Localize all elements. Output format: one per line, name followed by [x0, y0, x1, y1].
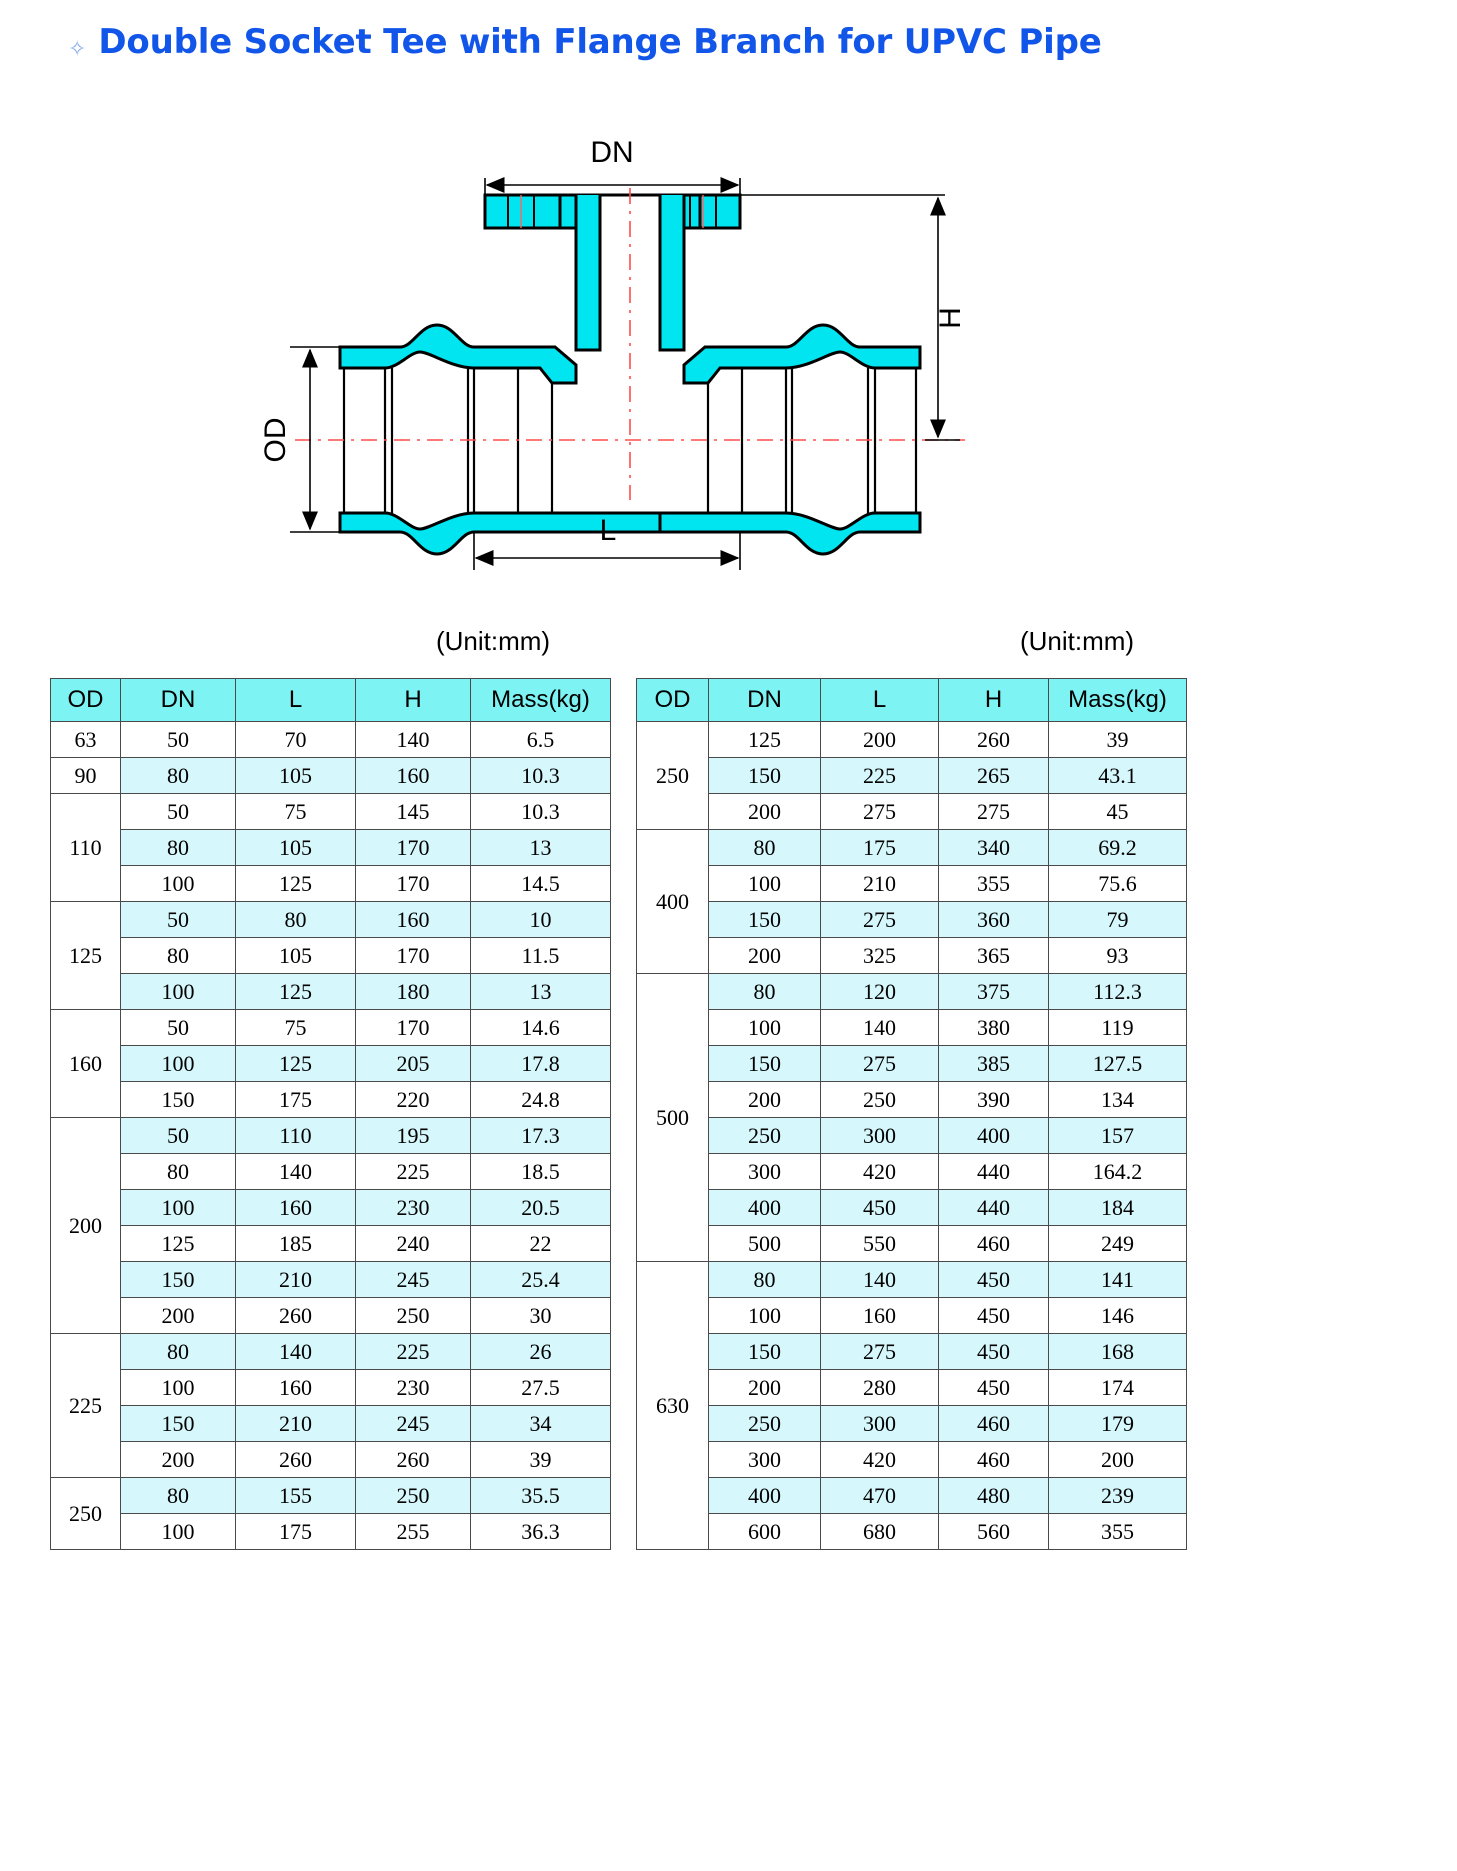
- cell-mass: 79: [1049, 902, 1187, 938]
- cell-l: 260: [236, 1442, 356, 1478]
- cell-mass: 17.8: [471, 1046, 611, 1082]
- table-row: [51, 1298, 611, 1334]
- cell-mass: 14.5: [471, 866, 611, 902]
- table-row: [51, 1010, 611, 1046]
- cell-dn: 150: [709, 902, 821, 938]
- cell-mass: 157: [1049, 1118, 1187, 1154]
- table-row: [51, 1190, 611, 1226]
- cell-dn: 50: [121, 1010, 236, 1046]
- cell-dn: 250: [709, 1406, 821, 1442]
- title-decoration-icon: ✧: [68, 36, 87, 61]
- cell-mass: 35.5: [471, 1478, 611, 1514]
- column-header-mass-kg: Mass(kg): [1049, 679, 1187, 722]
- cell-l: 175: [236, 1082, 356, 1118]
- cell-mass: 10.3: [471, 794, 611, 830]
- cell-od: 250: [51, 1478, 121, 1550]
- cell-h: 380: [939, 1010, 1049, 1046]
- dimension-label-od: OD: [259, 417, 292, 463]
- cell-dn: 600: [709, 1514, 821, 1550]
- table-row: [51, 1046, 611, 1082]
- cell-l: 260: [236, 1298, 356, 1334]
- cell-dn: 100: [121, 1514, 236, 1550]
- cell-mass: 27.5: [471, 1370, 611, 1406]
- cell-h: 460: [939, 1406, 1049, 1442]
- cell-dn: 80: [121, 830, 236, 866]
- table-row: [51, 902, 611, 938]
- cell-mass: 13: [471, 974, 611, 1010]
- cell-dn: 100: [121, 974, 236, 1010]
- cell-h: 360: [939, 902, 1049, 938]
- table-row: [637, 1262, 1187, 1298]
- cell-dn: 100: [709, 1010, 821, 1046]
- cell-l: 160: [821, 1298, 939, 1334]
- column-header-od: OD: [51, 679, 121, 722]
- cell-h: 245: [356, 1406, 471, 1442]
- cell-h: 225: [356, 1334, 471, 1370]
- table-right-body: [637, 722, 1187, 1550]
- table-row: [637, 1046, 1187, 1082]
- cell-h: 440: [939, 1190, 1049, 1226]
- cell-mass: 18.5: [471, 1154, 611, 1190]
- cell-h: 240: [356, 1226, 471, 1262]
- cell-mass: 164.2: [1049, 1154, 1187, 1190]
- dimension-label-h: H: [934, 307, 967, 329]
- cell-dn: 400: [709, 1190, 821, 1226]
- cell-h: 450: [939, 1298, 1049, 1334]
- cell-mass: 184: [1049, 1190, 1187, 1226]
- cell-dn: 250: [709, 1118, 821, 1154]
- cell-dn: 100: [121, 866, 236, 902]
- cell-h: 245: [356, 1262, 471, 1298]
- cell-dn: 50: [121, 794, 236, 830]
- cell-mass: 168: [1049, 1334, 1187, 1370]
- cell-od: 500: [637, 974, 709, 1262]
- cell-l: 470: [821, 1478, 939, 1514]
- table-row: [637, 1190, 1187, 1226]
- table-row: [51, 1226, 611, 1262]
- table-row: [637, 938, 1187, 974]
- cell-mass: 45: [1049, 794, 1187, 830]
- table-row: [51, 1406, 611, 1442]
- table-row: [637, 1118, 1187, 1154]
- cell-h: 390: [939, 1082, 1049, 1118]
- cell-dn: 200: [121, 1442, 236, 1478]
- table-row: [637, 866, 1187, 902]
- cell-od: 90: [51, 758, 121, 794]
- cell-mass: 17.3: [471, 1118, 611, 1154]
- cell-l: 70: [236, 722, 356, 758]
- cell-dn: 500: [709, 1226, 821, 1262]
- cell-h: 275: [939, 794, 1049, 830]
- cell-h: 480: [939, 1478, 1049, 1514]
- column-header-dn: DN: [709, 679, 821, 722]
- cell-h: 170: [356, 830, 471, 866]
- table-row: [637, 902, 1187, 938]
- cell-l: 160: [236, 1370, 356, 1406]
- cell-h: 265: [939, 758, 1049, 794]
- cell-h: 365: [939, 938, 1049, 974]
- cell-mass: 200: [1049, 1442, 1187, 1478]
- cell-od: 160: [51, 1010, 121, 1118]
- cell-h: 250: [356, 1478, 471, 1514]
- table-row: [51, 974, 611, 1010]
- dimension-label-l: L: [599, 514, 617, 547]
- cell-dn: 100: [121, 1190, 236, 1226]
- cell-h: 340: [939, 830, 1049, 866]
- cell-h: 195: [356, 1118, 471, 1154]
- cell-l: 450: [821, 1190, 939, 1226]
- cell-od: 630: [637, 1262, 709, 1550]
- table-row: [51, 758, 611, 794]
- cell-h: 205: [356, 1046, 471, 1082]
- cell-od: 400: [637, 830, 709, 974]
- cell-l: 175: [821, 830, 939, 866]
- cell-l: 140: [236, 1334, 356, 1370]
- spec-table-left: [50, 678, 611, 1550]
- cell-l: 225: [821, 758, 939, 794]
- cell-l: 140: [236, 1154, 356, 1190]
- cell-h: 225: [356, 1154, 471, 1190]
- cell-mass: 34: [471, 1406, 611, 1442]
- cell-l: 125: [236, 866, 356, 902]
- cell-l: 140: [821, 1262, 939, 1298]
- cell-l: 105: [236, 830, 356, 866]
- cell-l: 275: [821, 1334, 939, 1370]
- cell-l: 175: [236, 1514, 356, 1550]
- cell-dn: 100: [121, 1370, 236, 1406]
- table-row: [637, 1442, 1187, 1478]
- cell-dn: 80: [709, 830, 821, 866]
- cell-l: 300: [821, 1406, 939, 1442]
- table-row: [51, 1262, 611, 1298]
- cell-h: 385: [939, 1046, 1049, 1082]
- table-row: [637, 722, 1187, 758]
- cell-dn: 80: [121, 1478, 236, 1514]
- cell-od: 225: [51, 1334, 121, 1478]
- table-row: [637, 1406, 1187, 1442]
- cell-mass: 39: [1049, 722, 1187, 758]
- cell-h: 170: [356, 938, 471, 974]
- cell-h: 145: [356, 794, 471, 830]
- cell-l: 200: [821, 722, 939, 758]
- column-header-mass-kg: Mass(kg): [471, 679, 611, 722]
- cell-mass: 14.6: [471, 1010, 611, 1046]
- cell-h: 170: [356, 1010, 471, 1046]
- cell-mass: 26: [471, 1334, 611, 1370]
- cell-l: 160: [236, 1190, 356, 1226]
- table-row: [637, 830, 1187, 866]
- page-title: [0, 22, 1200, 62]
- product-technical-drawing: [0, 100, 1200, 580]
- cell-dn: 100: [709, 866, 821, 902]
- table-row: [51, 1118, 611, 1154]
- cell-dn: 80: [121, 1334, 236, 1370]
- table-row: [51, 1334, 611, 1370]
- cell-l: 325: [821, 938, 939, 974]
- table-row: [637, 1478, 1187, 1514]
- column-header-od: OD: [637, 679, 709, 722]
- column-header-dn: DN: [121, 679, 236, 722]
- cell-l: 275: [821, 1046, 939, 1082]
- dimension-label-dn: DN: [590, 136, 634, 169]
- column-header-h: H: [356, 679, 471, 722]
- cell-dn: 50: [121, 902, 236, 938]
- table-header-row: [51, 679, 611, 722]
- cell-h: 450: [939, 1262, 1049, 1298]
- table-row: [51, 1370, 611, 1406]
- cell-dn: 80: [709, 1262, 821, 1298]
- cell-l: 420: [821, 1442, 939, 1478]
- cell-l: 125: [236, 1046, 356, 1082]
- table-row: [51, 1154, 611, 1190]
- cell-h: 375: [939, 974, 1049, 1010]
- cell-mass: 239: [1049, 1478, 1187, 1514]
- cell-mass: 127.5: [1049, 1046, 1187, 1082]
- table-row: [637, 1298, 1187, 1334]
- cell-mass: 10.3: [471, 758, 611, 794]
- cell-dn: 200: [709, 794, 821, 830]
- cell-h: 230: [356, 1190, 471, 1226]
- table-row: [637, 1082, 1187, 1118]
- cell-od: 110: [51, 794, 121, 902]
- table-row: [637, 1514, 1187, 1550]
- cell-l: 550: [821, 1226, 939, 1262]
- cell-l: 680: [821, 1514, 939, 1550]
- cell-dn: 200: [709, 1082, 821, 1118]
- cell-mass: 43.1: [1049, 758, 1187, 794]
- cell-mass: 69.2: [1049, 830, 1187, 866]
- cell-h: 230: [356, 1370, 471, 1406]
- cell-h: 450: [939, 1334, 1049, 1370]
- cell-l: 275: [821, 902, 939, 938]
- table-row: [51, 866, 611, 902]
- cell-h: 560: [939, 1514, 1049, 1550]
- cell-dn: 300: [709, 1154, 821, 1190]
- cell-mass: 10: [471, 902, 611, 938]
- table-row: [637, 974, 1187, 1010]
- cell-dn: 100: [121, 1046, 236, 1082]
- cell-l: 210: [236, 1262, 356, 1298]
- cell-dn: 125: [121, 1226, 236, 1262]
- table-left-body: [51, 722, 611, 1550]
- cell-mass: 24.8: [471, 1082, 611, 1118]
- cell-dn: 150: [709, 1046, 821, 1082]
- cell-h: 460: [939, 1442, 1049, 1478]
- cell-dn: 150: [709, 1334, 821, 1370]
- cell-mass: 179: [1049, 1406, 1187, 1442]
- cell-l: 155: [236, 1478, 356, 1514]
- table-row: [637, 1226, 1187, 1262]
- cell-mass: 11.5: [471, 938, 611, 974]
- cell-mass: 146: [1049, 1298, 1187, 1334]
- cell-h: 160: [356, 758, 471, 794]
- cell-h: 170: [356, 866, 471, 902]
- cell-h: 355: [939, 866, 1049, 902]
- table-row: [637, 1334, 1187, 1370]
- cell-od: 63: [51, 722, 121, 758]
- cell-mass: 249: [1049, 1226, 1187, 1262]
- cell-h: 180: [356, 974, 471, 1010]
- cell-dn: 80: [121, 1154, 236, 1190]
- column-header-h: H: [939, 679, 1049, 722]
- cell-dn: 150: [121, 1082, 236, 1118]
- cell-od: 125: [51, 902, 121, 1010]
- unit-note-right: (Unit:mm): [1020, 626, 1135, 656]
- table-row: [51, 1082, 611, 1118]
- cell-dn: 150: [121, 1406, 236, 1442]
- cell-l: 140: [821, 1010, 939, 1046]
- cell-mass: 20.5: [471, 1190, 611, 1226]
- table-header-row: [637, 679, 1187, 722]
- cell-l: 185: [236, 1226, 356, 1262]
- cell-l: 250: [821, 1082, 939, 1118]
- cell-dn: 300: [709, 1442, 821, 1478]
- cell-dn: 200: [709, 1370, 821, 1406]
- cell-h: 400: [939, 1118, 1049, 1154]
- cell-h: 450: [939, 1370, 1049, 1406]
- cell-mass: 93: [1049, 938, 1187, 974]
- cell-h: 260: [939, 722, 1049, 758]
- cell-l: 125: [236, 974, 356, 1010]
- cell-mass: 112.3: [1049, 974, 1187, 1010]
- cell-l: 75: [236, 1010, 356, 1046]
- table-row: [51, 830, 611, 866]
- cell-dn: 200: [709, 938, 821, 974]
- page-title-text: Double Socket Tee with Flange Branch for UPVC Pipe: [98, 22, 1102, 62]
- cell-mass: 119: [1049, 1010, 1187, 1046]
- cell-dn: 150: [121, 1262, 236, 1298]
- column-header-l: L: [821, 679, 939, 722]
- cell-h: 460: [939, 1226, 1049, 1262]
- cell-mass: 13: [471, 830, 611, 866]
- cell-l: 120: [821, 974, 939, 1010]
- table-row: [51, 722, 611, 758]
- cell-l: 275: [821, 794, 939, 830]
- cell-l: 75: [236, 794, 356, 830]
- cell-dn: 150: [709, 758, 821, 794]
- cell-dn: 80: [709, 974, 821, 1010]
- cell-l: 105: [236, 938, 356, 974]
- cell-mass: 174: [1049, 1370, 1187, 1406]
- unit-note-left: (Unit:mm): [436, 626, 551, 656]
- cell-mass: 141: [1049, 1262, 1187, 1298]
- table-row: [637, 1370, 1187, 1406]
- cell-l: 110: [236, 1118, 356, 1154]
- cell-mass: 355: [1049, 1514, 1187, 1550]
- table-row: [637, 794, 1187, 830]
- spec-table-right: [636, 678, 1187, 1550]
- cell-h: 260: [356, 1442, 471, 1478]
- table-row: [637, 1154, 1187, 1190]
- cell-mass: 30: [471, 1298, 611, 1334]
- table-row: [51, 1478, 611, 1514]
- cell-mass: 6.5: [471, 722, 611, 758]
- table-row: [637, 758, 1187, 794]
- table-row: [51, 794, 611, 830]
- cell-mass: 75.6: [1049, 866, 1187, 902]
- cell-dn: 400: [709, 1478, 821, 1514]
- cell-h: 220: [356, 1082, 471, 1118]
- cell-od: 200: [51, 1118, 121, 1334]
- cell-mass: 22: [471, 1226, 611, 1262]
- cell-dn: 80: [121, 938, 236, 974]
- table-row: [637, 1010, 1187, 1046]
- cell-mass: 25.4: [471, 1262, 611, 1298]
- cell-dn: 50: [121, 722, 236, 758]
- cell-dn: 200: [121, 1298, 236, 1334]
- cell-l: 210: [236, 1406, 356, 1442]
- cell-l: 105: [236, 758, 356, 794]
- cell-l: 420: [821, 1154, 939, 1190]
- cell-h: 440: [939, 1154, 1049, 1190]
- column-header-l: L: [236, 679, 356, 722]
- cell-dn: 125: [709, 722, 821, 758]
- cell-mass: 134: [1049, 1082, 1187, 1118]
- cell-h: 250: [356, 1298, 471, 1334]
- cell-dn: 50: [121, 1118, 236, 1154]
- cell-h: 140: [356, 722, 471, 758]
- cell-dn: 100: [709, 1298, 821, 1334]
- cell-h: 255: [356, 1514, 471, 1550]
- cell-l: 80: [236, 902, 356, 938]
- table-row: [51, 1514, 611, 1550]
- cell-l: 210: [821, 866, 939, 902]
- table-row: [51, 1442, 611, 1478]
- cell-l: 300: [821, 1118, 939, 1154]
- cell-mass: 36.3: [471, 1514, 611, 1550]
- cell-l: 280: [821, 1370, 939, 1406]
- cell-dn: 80: [121, 758, 236, 794]
- cell-od: 250: [637, 722, 709, 830]
- cell-h: 160: [356, 902, 471, 938]
- table-row: [51, 938, 611, 974]
- cell-mass: 39: [471, 1442, 611, 1478]
